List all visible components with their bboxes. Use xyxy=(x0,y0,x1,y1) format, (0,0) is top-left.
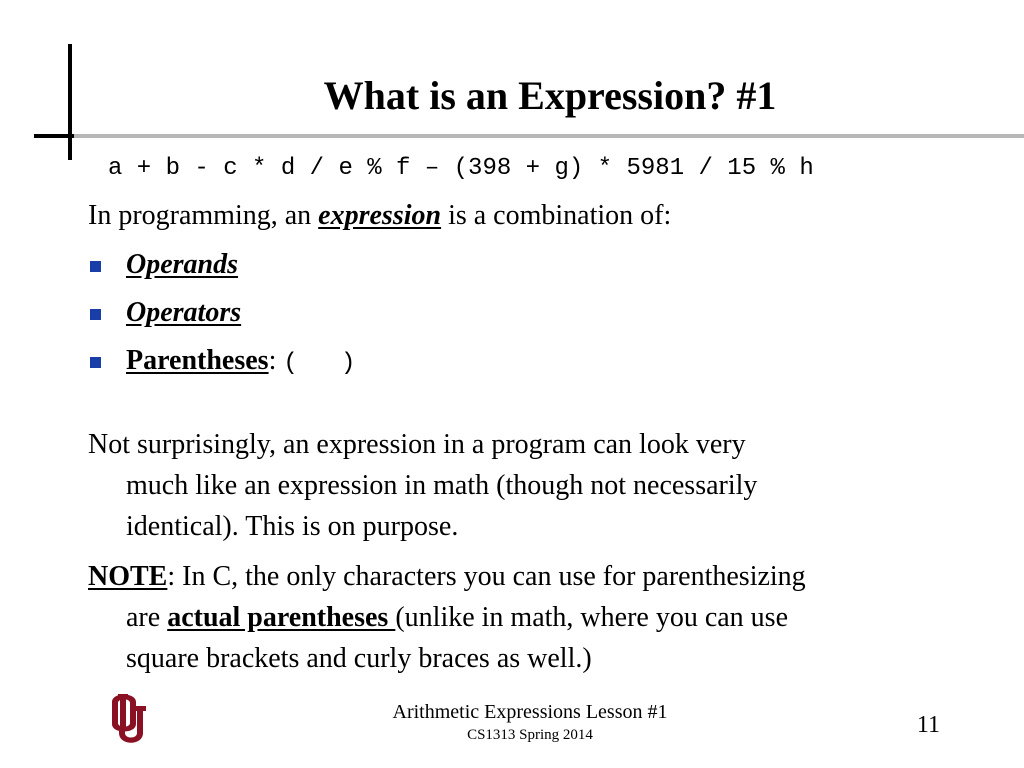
intro-paragraph xyxy=(88,196,988,236)
paragraph-2-line-1: Not surprisingly, an expression in a program can look very xyxy=(88,429,746,460)
bullet-label: Parentheses xyxy=(126,345,269,376)
bullet-square-icon xyxy=(90,357,101,368)
note-line-1 xyxy=(88,557,988,597)
slide-title: What is an Expression? #1 xyxy=(323,73,777,118)
parentheses-code: ( ) xyxy=(283,350,356,377)
bullet-square-icon xyxy=(90,309,101,320)
intro-prefix: In programming, an xyxy=(88,200,319,231)
paragraph-2-line-3: identical). This is on purpose. xyxy=(126,511,459,542)
code-example: a + b - c * d / e % f – (398 + g) * 5981 / 15 % h xyxy=(108,155,814,182)
note-line-3: square brackets and curly braces as well.) xyxy=(126,643,592,674)
note-line-2-rest: (unlike in math, where you can use xyxy=(395,602,788,633)
note-line-2-prefix: are xyxy=(126,602,168,633)
bullet-label: Operands xyxy=(126,249,239,280)
paragraph-2-line-2: much like an expression in math (though not necessarily xyxy=(126,470,758,501)
footer-course: CS1313 Spring 2014 xyxy=(467,727,593,743)
intro-term: expression xyxy=(318,200,442,231)
note-label: NOTE xyxy=(88,561,168,592)
title-horizontal-rule xyxy=(34,134,1024,138)
bullet-label: Operators xyxy=(126,297,242,328)
note-term: actual parentheses xyxy=(167,602,396,633)
title-vertical-rule xyxy=(68,44,72,160)
bullet-parentheses-line xyxy=(126,341,355,384)
ou-logo-icon xyxy=(106,688,158,750)
footer-lesson: Arithmetic Expressions Lesson #1 xyxy=(392,701,668,723)
bullet-suffix: : xyxy=(268,345,284,376)
note-line-2 xyxy=(88,598,1024,638)
bullet-square-icon xyxy=(90,261,101,272)
slide-number: 11 xyxy=(916,712,940,738)
intro-suffix: is a combination of: xyxy=(441,200,672,231)
note-line-1-text: : In C, the only characters you can use for parenthesizing xyxy=(167,561,806,592)
